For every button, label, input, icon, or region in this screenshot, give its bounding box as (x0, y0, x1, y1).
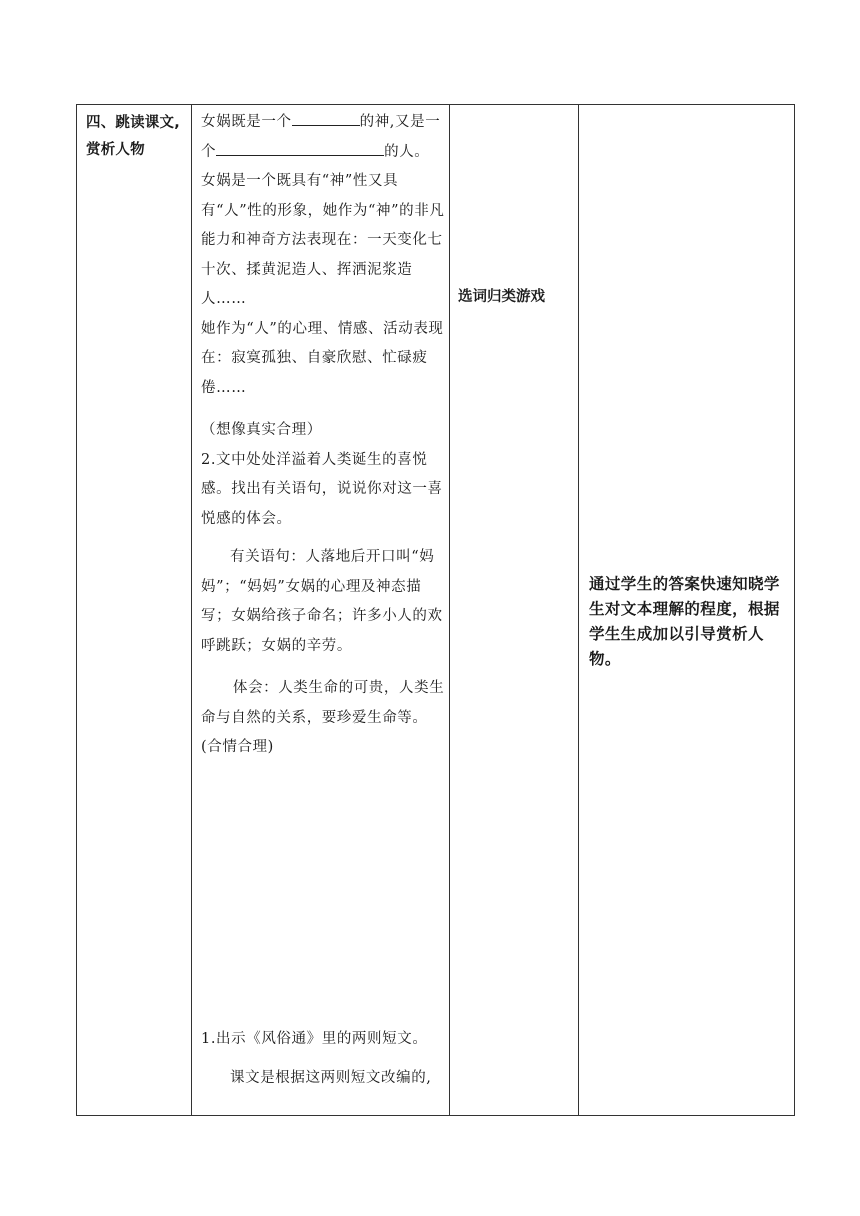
stage-title-line2: 赏析人物 (86, 142, 145, 158)
answer-paragraph-2: 她作为“人”的心理、情感、活动表现在：寂寞孤独、自豪欣慰、忙碌疲倦…… (201, 320, 444, 396)
question-text: 女娲既是一个 (201, 114, 292, 130)
table-row (77, 105, 795, 1116)
question-line-2 (201, 138, 445, 168)
question-text: 的神,又是一 (359, 114, 441, 130)
stage-title-line1: 四、跳读课文, (86, 115, 180, 131)
next-paragraph: 课文是根据这两则短文改编的, (230, 1069, 432, 1086)
content-cell (192, 105, 450, 1116)
fill-blank-2 (216, 141, 384, 156)
design-intent: 通过学生的答案快速知晓学生对文本理解的程度，根据学生生成加以引导赏析人物。 (589, 575, 780, 668)
next-question-1: 1.出示《风俗通》里的两则短文。 (201, 1031, 428, 1047)
next-section (201, 1025, 445, 1093)
answer-sentences: 有关语句：人落地后开口叫“妈妈”；“妈妈”女娲的心理及神态描写；女娲给孩子命名；许多小人的欢呼跳跃；女娲的辛劳。 (201, 549, 443, 654)
activity-cell (450, 105, 579, 1116)
question-text: 个 (201, 143, 217, 160)
stage-cell (77, 105, 192, 1116)
fill-blank-1 (292, 111, 360, 126)
answer-paragraph-1: 女娲是一个既具有“神”性又具有“人”性的形象，她作为“神”的非凡能力和神奇方法表现在：一天变化七十次、揉黄泥造人、挥洒泥浆造人…… (201, 173, 445, 307)
answer-feeling: 体会：人类生命的可贵，人类生命与自然的关系，要珍爱生命等。(合情合理) (201, 680, 445, 755)
stage-title (77, 105, 191, 164)
note-text: （想像真实合理） (201, 422, 322, 438)
intent-cell (579, 105, 795, 1116)
teaching-content (192, 105, 449, 1115)
question-2: 2.文中处处洋溢着人类诞生的喜悦感。找出有关语句，说说你对这一喜悦感的体会。 (201, 451, 443, 527)
question-text: 的人。 (384, 143, 430, 160)
activity-label: 选词归类游戏 (458, 289, 545, 305)
question-line-1 (201, 108, 445, 138)
lesson-plan-table (76, 104, 795, 1116)
